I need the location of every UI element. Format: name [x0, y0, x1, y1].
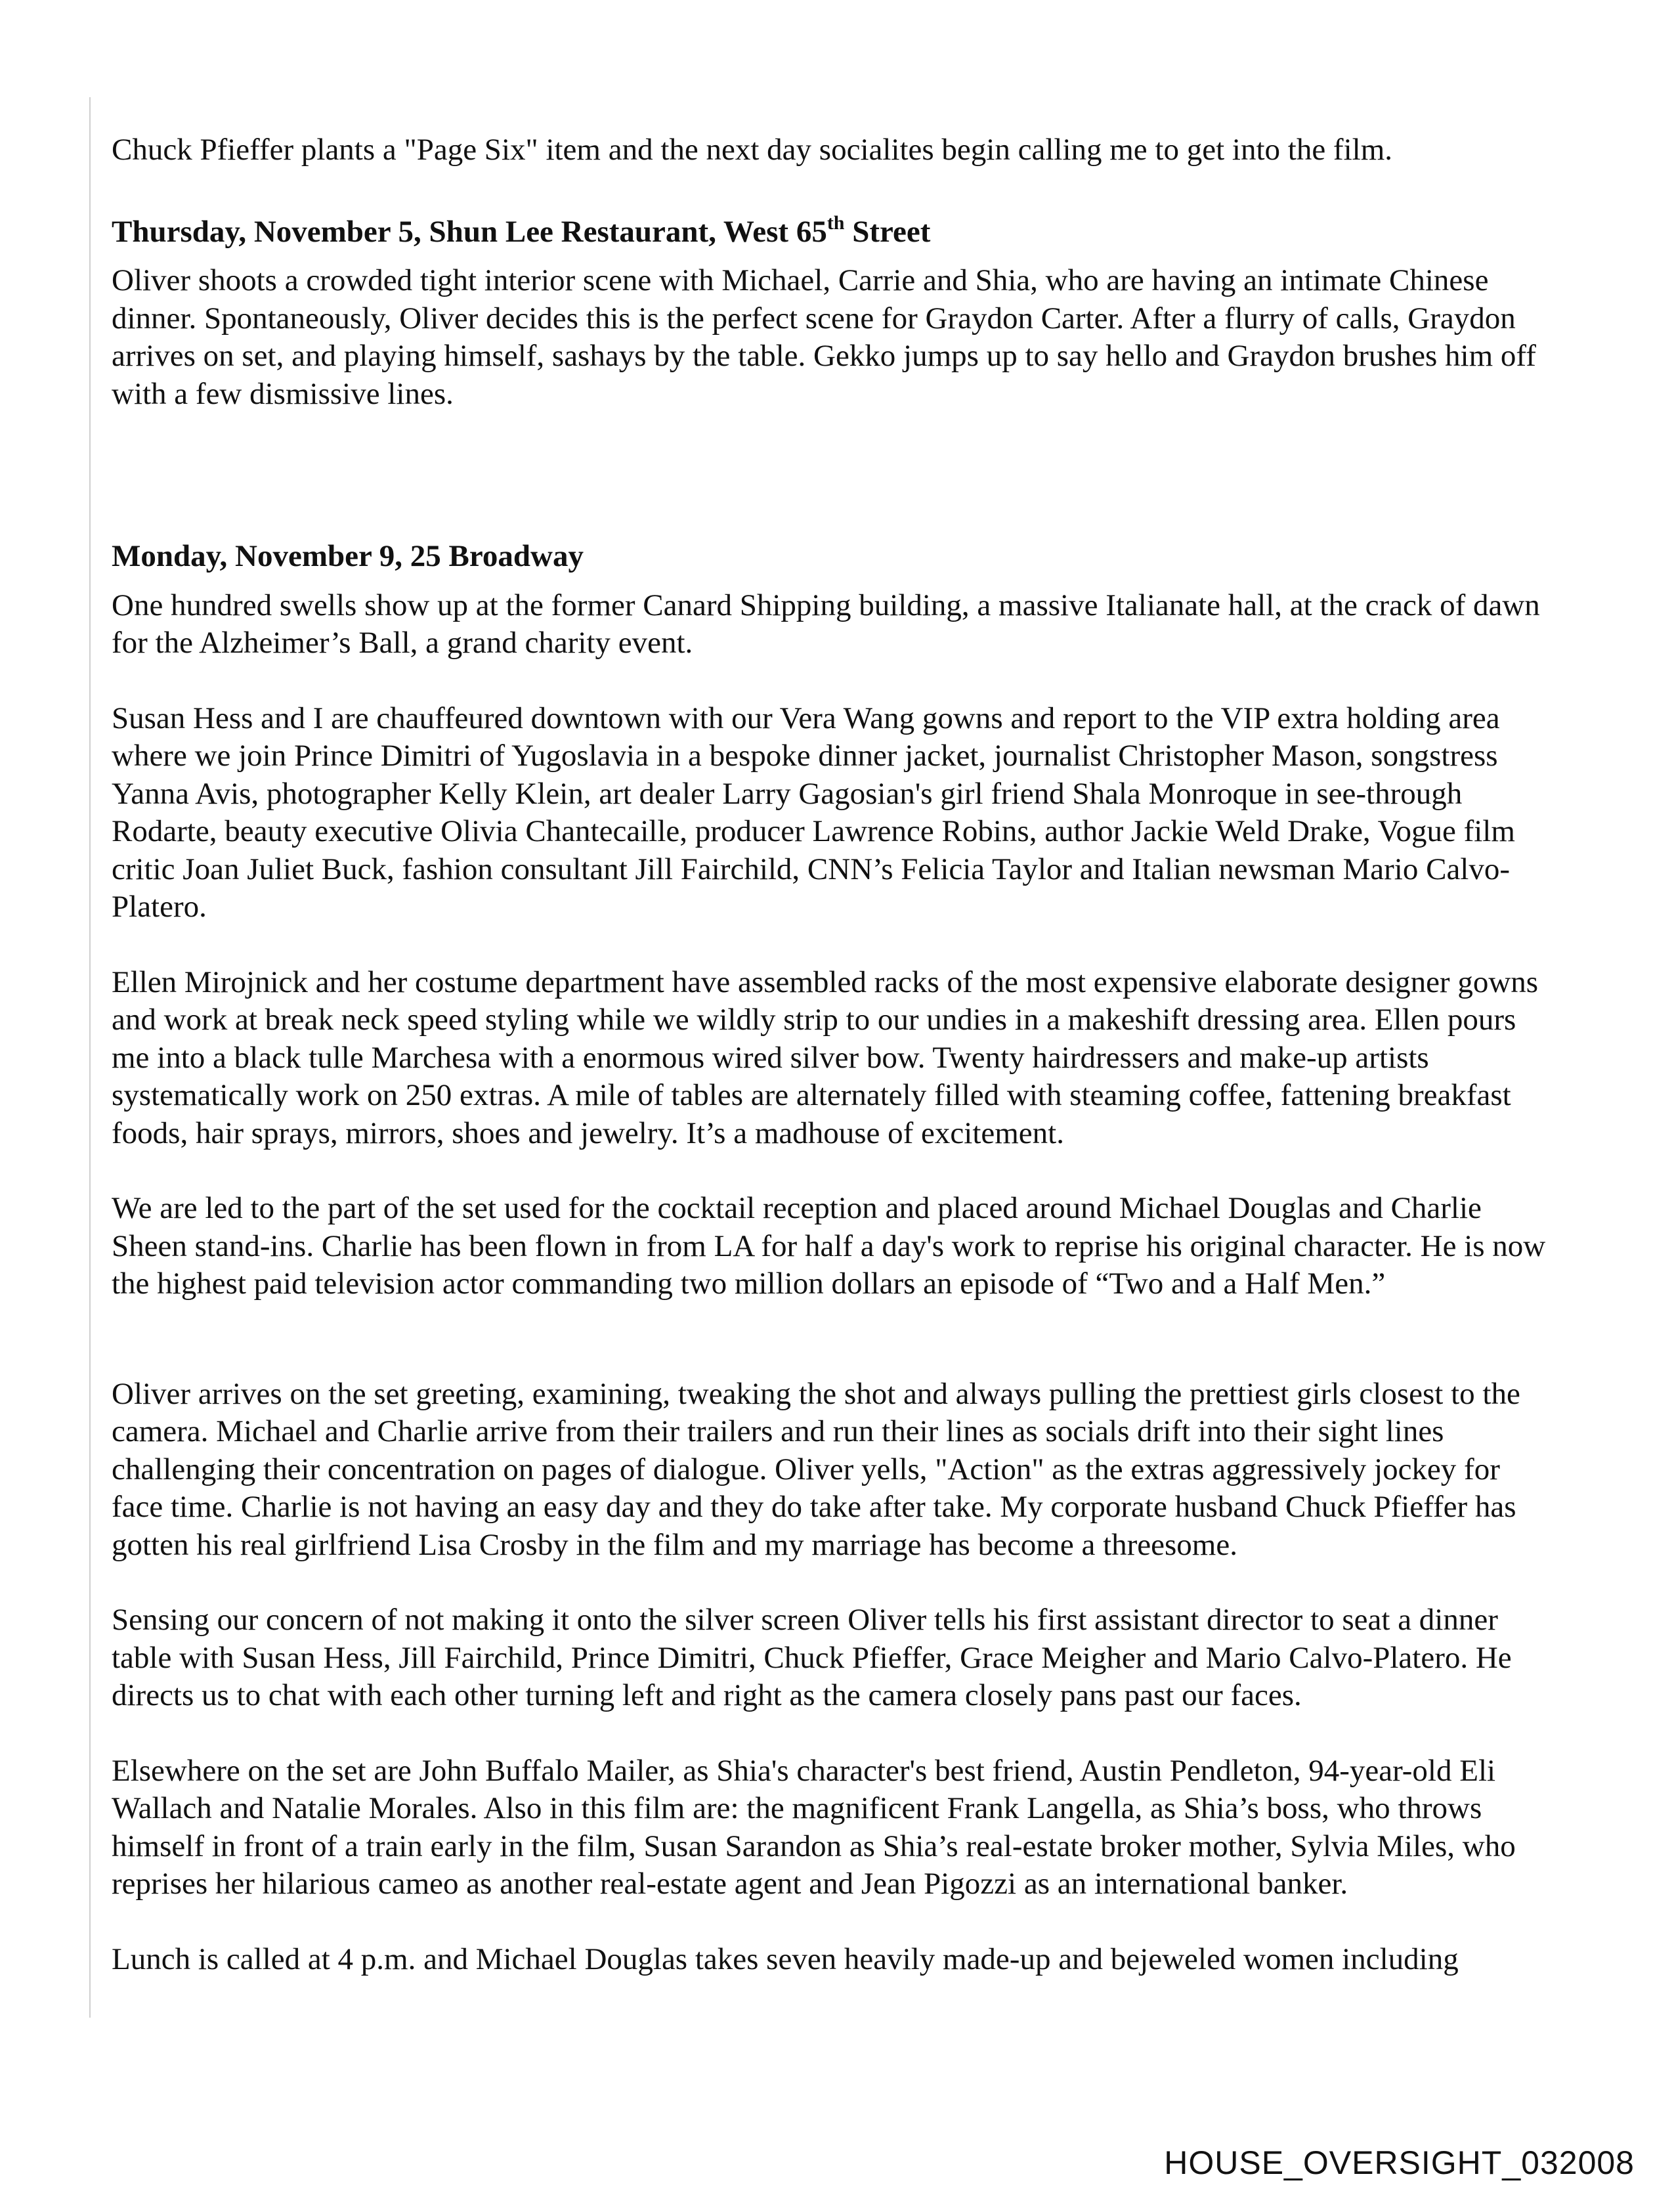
paragraph-oliver-arrives: Oliver arrives on the set greeting, examining, tweaking the shot and always pulling the prettiest girls closest to the camera. Michael and Charlie arrive from their trailers and run their lines as socials drift into their sight lines challenging their concentration on pages of dialogue. Oliver yells, "Action" as the extras aggressively jockey for face time. Charlie is not having an easy day and they do take after take. My corporate husband Chuck Pfieffer has gotten his real girlfriend Lisa Crosby in the film and my marriage has become a threesome. [112, 1376, 1520, 1562]
paragraph-cocktail-reception: We are led to the part of the set used for the cocktail reception and placed around Michael Douglas and Charlie Sheen stand-ins. Charlie has been flown in from LA for half a day's work to reprise his original character. He is now the highest paid television actor commanding two million dollars an episode of “Two and a Half Men.” [112, 1191, 1546, 1301]
heading-thursday-nov-5 [112, 213, 1556, 251]
margin-rule [89, 97, 91, 2018]
heading-thursday-sup: th [826, 211, 845, 234]
bates-stamp: HOUSE_OVERSIGHT_032008 [1164, 2144, 1635, 2181]
paragraph-elsewhere-on-set: Elsewhere on the set are John Buffalo Mailer, as Shia's character's best friend, Austin Pendleton, 94-year-old Eli Wallach and Natalie Morales. Also in this film are: the magnificent Frank Langella, as Shia’s boss, who throws himself in front of a train early in the film, Susan Sarandon as Shia’s real-estate broker mother, Sylvia Miles, who reprises her hilarious cameo as another real-estate agent and Jean Pigozzi as an international banker. [112, 1753, 1516, 1901]
paragraph-costume-department: Ellen Mirojnick and her costume department have assembled racks of the most expensive elaborate designer gowns and work at break neck speed styling while we wildly strip to our undies in a makeshift dressing area. Ellen pours me into a black tulle Marchesa with a enormous wired silver bow. Twenty hairdressers and make-up artists systematically work on 250 extras. A mile of tables are alternately filled with steaming coffee, fattening breakfast foods, hair sprays, mirrors, shoes and jewelry. It’s a madhouse of excitement. [112, 965, 1539, 1150]
paragraph-canard-building: One hundred swells show up at the former Canard Shipping building, a massive Italianate hall, at the crack of dawn for the Alzheimer’s Ball, a grand charity event. [112, 588, 1540, 660]
heading-monday-nov-9: Monday, November 9, 25 Broadway [112, 539, 584, 573]
paragraph-page-six: Chuck Pfieffer plants a "Page Six" item and the next day socialites begin calling me to get into the film. [112, 133, 1393, 167]
heading-thursday-tail: Street [844, 214, 931, 249]
document-body [112, 131, 1556, 1978]
paragraph-dinner-table: Sensing our concern of not making it onto the silver screen Oliver tells his first assistant director to seat a dinner table with Susan Hess, Jill Fairchild, Prince Dimitri, Chuck Pfieffer, Grace Meigher and Mario Calvo-Platero. He directs us to chat with each other turning left and right as the camera closely pans past our faces. [112, 1603, 1512, 1712]
paragraph-shun-lee-scene: Oliver shoots a crowded tight interior scene with Michael, Carrie and Shia, who are having an intimate Chinese dinner. Spontaneously, Oliver decides this is the perfect scene for Graydon Carter. After a flurry of calls, Graydon arrives on set, and playing himself, sashays by the table. Gekko jumps up to say hello and Graydon brushes him off with a few dismissive lines. [112, 263, 1536, 411]
paragraph-lunch-called: Lunch is called at 4 p.m. and Michael Douglas takes seven heavily made-up and bejeweled women including [112, 1941, 1459, 1976]
heading-thursday-text: Thursday, November 5, Shun Lee Restaurant, West 65 [112, 214, 827, 249]
paragraph-vip-holding: Susan Hess and I are chauffeured downtown with our Vera Wang gowns and report to the VIP extra holding area where we join Prince Dimitri of Yugoslavia in a bespoke dinner jacket, journalist Christopher Mason, songstress Yanna Avis, photographer Kelly Klein, art dealer Larry Gagosian's girl friend Shala Monroque in see-through Rodarte, beauty executive Olivia Chantecaille, producer Lawrence Robins, author Jackie Weld Drake, Vogue film critic Joan Juliet Buck, fashion consultant Jill Fairchild, CNN’s Felicia Taylor and Italian newsman Mario Calvo-Platero. [112, 701, 1515, 924]
